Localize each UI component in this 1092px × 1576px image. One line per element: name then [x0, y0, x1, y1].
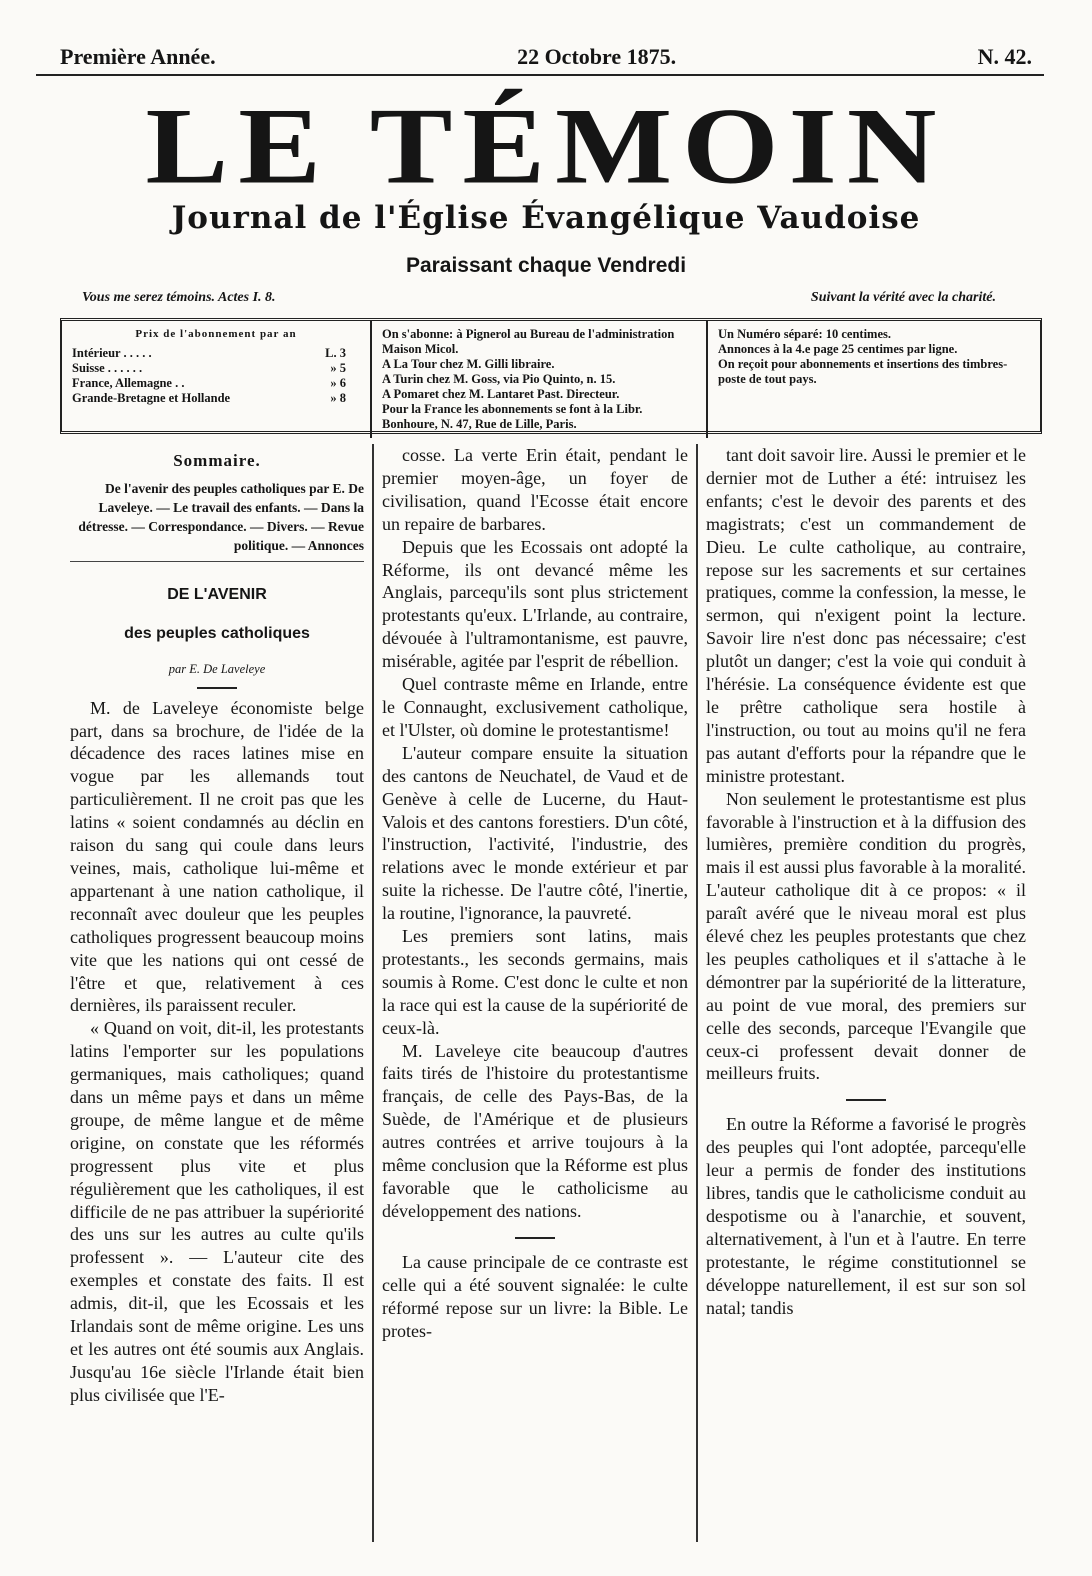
note-line: On reçoit pour abonnements et insertions des timbres-poste de tout pays.	[718, 357, 1008, 386]
office-line: On s'abonne: à Pignerol au Bureau de l'administration Maison Micol.	[382, 327, 675, 356]
office-line: A La Tour chez M. Gilli libraire.	[382, 357, 555, 371]
price-list	[72, 346, 360, 406]
subscription-offices	[372, 321, 708, 438]
article-paragraph: La cause principale de ce contraste est celle qui a été souvent signalée: le culte réformé repose sur un livre: la Bible. Le protes-	[382, 1251, 688, 1341]
column-3-text-continued	[706, 1113, 1026, 1319]
subscription-notes	[708, 321, 1040, 438]
newspaper-subtitle: Journal de l'Église Évangélique Vaudoise	[171, 200, 921, 236]
office-line: Pour la France les abonnements se font à la Libr. Bonhoure, N. 47, Rue de Lille, Paris.	[382, 402, 643, 431]
article-paragraph: Non seulement le protestantisme est plus favorable à l'instruction et à la diffusion des lumières, première condition du progrès, mais il est aussi plus favorable à la moralité. L'auteur catholique dit à ce propos: « il paraît avéré que le niveau moral est plus élevé chez les peuples protestants que chez les peuples catholiques et il s'attache à le démontrer par la supériorité de la litterature, au point de vue moral, des premiers sur celle des seconds, parceque l'Evangile que ceux-ci professent devait donner de meilleurs fruits.	[706, 788, 1026, 1084]
column-3	[698, 444, 1034, 1542]
price-heading: Prix de l'abonnement par an	[135, 328, 297, 340]
article-paragraph: Quel contraste même en Irlande, entre le Connaught, exclusivement catholique, et l'Ulster, où domine le protestantisme!	[382, 674, 688, 740]
article-subtitle: des peuples catholiques	[124, 624, 310, 642]
article-author: par E. De Laveleye	[168, 661, 266, 676]
article-paragraph: Depuis que les Ecossais ont adopté la Réforme, ils ont devancé même les Anglais, parcequ'ils sont plus strictement protestants qu'eux. L'Irlande, au contraire, dévouée à l'ultramontanisme, est pauvre, misérable, agitée par l'esprit de rébellion.	[382, 536, 688, 672]
article-paragraph: cosse. La verte Erin était, pendant le premier moyen-âge, un foyer de civilisation, quand l'Ecosse était encore un repaire de barbares.	[382, 445, 688, 534]
note-line: Annonces à la 4.e page 25 centimes par ligne.	[718, 342, 958, 356]
article-paragraph: « Quand on voit, dit-il, les protestants latins l'emporter sur les populations germaniques, mais catholiques; quand dans un même pays et dans un même groupe, de même langue et de même origine, on constate que les réformés progressent plus vite et plus régulièrement que les catholiques, il est difficile de ne pas attribuer la supériorité des uns sur les autres au culte qu'ils professent ». — L'auteur cite des exemples et constate des faits. Il est admis, dit-il, que les Ecossais et les Irlandais sont de même origine. Les uns et les autres ont été soumis aux Anglais. Jusqu'au 16e siècle l'Irlande était bien plus civilisée que l'E-	[70, 1018, 364, 1405]
price-value: L. 3	[325, 346, 346, 360]
price-value: » 6	[330, 376, 346, 390]
article-paragraph: tant doit savoir lire. Aussi le premier et le dernier mot de Luther a été: intruisez les enfants; c'est le devoir des parents et des magistrats; c'est un commandement de Dieu. Le culte catholique, au contraire, repose sur les sacrements et sur certaines pratiques, comme la confession, la messe, le sermon, qui n'exigent point la lecture. Savoir lire n'est donc pas nécessaire; c'est plutôt un danger; c'est la voie qui conduit à l'hérésie. La conséquence évidente est que le prêtre catholique sera hostile à l'instruction, ou tout au moins qu'il ne fera pas autant d'efforts pour la répandre que le ministre protestant.	[706, 445, 1026, 786]
newspaper-title: LE TÉMOIN	[145, 85, 947, 207]
price-panel	[62, 321, 372, 438]
divider-dash	[846, 1099, 886, 1101]
price-value: » 5	[330, 361, 346, 375]
price-label: Suisse . . . . . .	[72, 361, 143, 375]
issue-date: 22 Octobre 1875.	[517, 44, 677, 69]
article-paragraph: Les premiers sont latins, mais protestants., les seconds germains, mais soumis à Rome. C'est donc le culte et non la race qui est la cause de la supériorité de ceux-là.	[382, 926, 688, 1038]
column-3-text	[706, 444, 1026, 1085]
article-paragraph: M. de Laveleye économiste belge part, dans sa brochure, de l'idée de la décadence des races latines mise en vogue par les allemands tout particulièrement. Il ne croit pas que les latins « soient condamnés au déclin en raison du sang qui coule dans leurs veines, mais, catholique lui-même et appartenant à une nation catholique, il reconnaît avec douleur que les peuples catholiques progressent beaucoup moins vite que les nations qui ont cessé de l'être et que, relativement à ces dernières, ils paraissent reculer.	[70, 697, 364, 1016]
date-line	[60, 38, 1032, 76]
motto-right: Suivant la vérité avec la charité.	[810, 290, 996, 305]
article-paragraph: M. Laveleye cite beaucoup d'autres faits tirés de l'histoire du protestantisme français, de celle des Pays-Bas, de la Suède, de l'Amérique et de plusieurs autres contrées et arrive toujours à la même conclusion que la Réforme est plus favorable que le catholicisme au développement des nations.	[382, 1040, 688, 1221]
article-paragraph: En outre la Réforme a favorisé le progrès des peuples qui l'ont adoptée, parcequ'elle leur a permis de fonder des institutions libres, tandis que le catholicisme conduit au despotisme ou à l'anarchie, et souvent, alternativement, à l'un et à l'autre. En terre protestante, le régime constitutionnel se développe naturellement, il est sur son sol natal; tandis	[706, 1114, 1026, 1318]
publication-frequency: Paraissant chaque Vendredi	[405, 254, 687, 277]
note-line: Un Numéro séparé: 10 centimes.	[718, 327, 891, 341]
price-value: » 8	[330, 391, 346, 405]
office-line: A Turin chez M. Goss, via Pio Quinto, n. 15.	[382, 372, 616, 386]
year-label: Première Année.	[60, 44, 216, 69]
price-label: France, Allemagne . .	[72, 376, 185, 390]
article-columns	[70, 444, 1034, 1542]
price-row	[72, 361, 360, 376]
column-2	[372, 444, 698, 1542]
column-2-text	[382, 444, 688, 1223]
column-1-text	[70, 697, 364, 1407]
price-label: Grande-Bretagne et Hollande	[72, 391, 231, 405]
sommaire-title: Sommaire.	[173, 451, 261, 470]
issue-number: N. 42.	[977, 44, 1032, 69]
office-line: A Pomaret chez M. Lantaret Past. Directeur.	[382, 387, 620, 401]
divider-dash	[515, 1237, 555, 1239]
price-row	[72, 391, 360, 406]
header-rule	[36, 74, 1044, 82]
price-label: Intérieur . . . . .	[72, 346, 152, 360]
price-row	[72, 346, 360, 361]
price-row	[72, 376, 360, 391]
subscription-box	[60, 318, 1042, 434]
separator	[70, 561, 364, 562]
motto-left: Vous me serez témoins. Actes I. 8.	[82, 290, 276, 305]
column-1	[70, 444, 372, 1542]
article-paragraph: L'auteur compare ensuite la situation des cantons de Neuchatel, de Vaud et de Genève à celle de Lucerne, du Haut-Valois et des cantons forestiers. D'un côté, l'instruction, l'activité, l'industrie, des relations avec le monde extérieur et par suite la richesse. De l'autre côté, l'inertie, la routine, l'ignorance, la pauvreté.	[382, 742, 688, 924]
sommaire-text: De l'avenir des peuples catholiques par E. De Laveleye. — Le travail des enfants. — Dans la détresse. — Correspondance. — Divers. — Revue politique. — Annonces	[78, 480, 364, 553]
column-2-text-continued	[382, 1251, 688, 1343]
divider-dash	[197, 687, 237, 689]
article-title: DE L'AVENIR	[167, 585, 267, 603]
